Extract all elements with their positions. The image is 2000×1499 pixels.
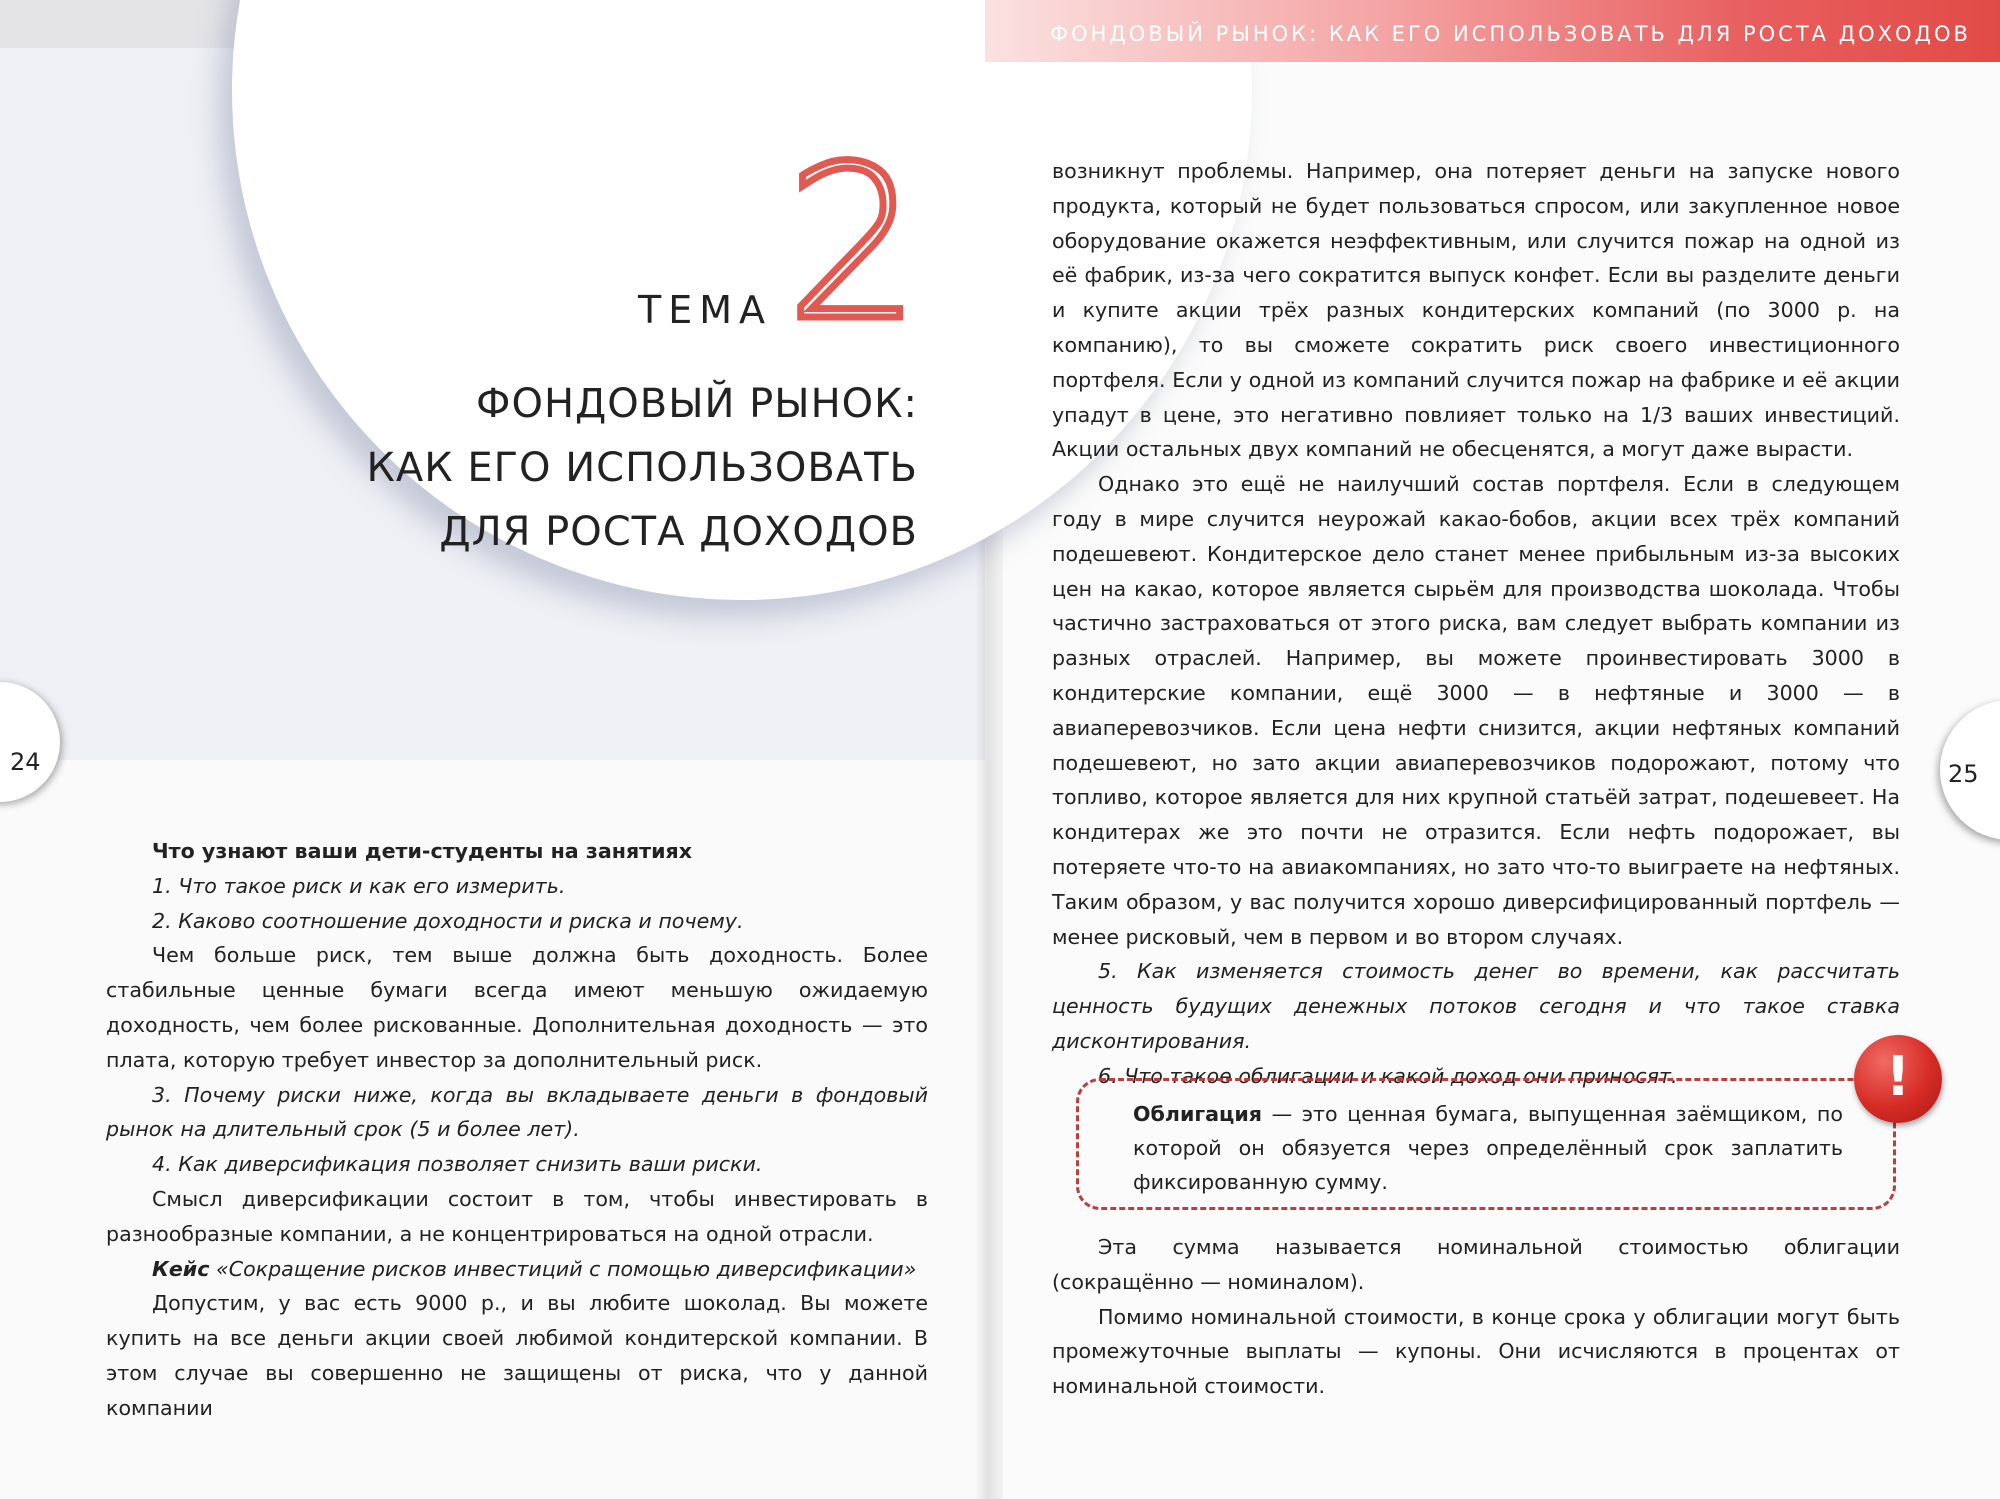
chapter-title <box>300 372 918 564</box>
paragraph: Чем больше риск, тем выше должна быть доходность. Более стабильные ценные бумаги всегда имеют меньшую ожидаемую доходность, чем более рискованные. Дополнительная доходность — это плата, которую требует инвестор за дополнительный риск. <box>106 943 928 1072</box>
list-item-3 <box>106 1078 928 1148</box>
definition-box <box>1076 1078 1896 1210</box>
case-label: Кейс <box>152 1256 210 1281</box>
paragraph: Помимо номинальной стоимости, в конце срока у облигации могут быть промежуточные выплаты — купоны. Они исчисляются в процентах от номинальной стоимости. <box>1052 1304 1900 1399</box>
paragraph: Однако это ещё не наилучший состав портфеля. Если в следующем году в мире случится неурожай какао-бобов, акции всех трёх компаний подешевеют. Кондитерское дело станет менее прибыльным из-за высоких цен на какао, которое является сырьём для производства шоколада. Чтобы частично застраховаться от этого риска, вам следует выбрать компании из разных отраслей. Например, вы можете проинвестировать 3000 в кондитерские компании, ещё 3000 — в нефтяные и 3000 — в авиаперевозчиков. Если цена нефти снизится, акции нефтяных компаний подешевеют, но зато акции авиаперевозчиков подорожают, потому что топливо, которое является для них крупной статьёй затрат, подешевеет. На кондитерах же это почти не отразится. Если нефть подорожает, вы потеряете что-то на авиакомпаниях, но зато что-то выиграете на нефтяных. Таким образом, у вас получится хорошо диверсифицированный портфель — менее рисковый, чем в первом и во втором случаях. <box>1052 472 1900 949</box>
section-heading: Что узнают ваши дети-студенты на занятиях <box>152 839 693 863</box>
list-item-1-text: 1. Что такое риск и как его измерить. <box>152 873 566 898</box>
exclamation-icon <box>1854 1035 1942 1123</box>
chapter-title-line: КАК ЕГО ИСПОЛЬЗОВАТЬ <box>366 445 918 491</box>
list-item-5-text: 5. Как изменяется стоимость денег во времени, как рассчитать ценность будущих денежных потоков сегодня и что такое ставка дисконтирования. <box>1052 959 1900 1053</box>
chapter-title-line: ФОНДОВЫЙ РЫНОК: <box>476 381 918 427</box>
list-item-4 <box>106 1147 928 1182</box>
list-item-4-text: 4. Как диверсификация позволяет снизить ваши риски. <box>152 1152 763 1177</box>
definition-term: Облигация <box>1133 1102 1262 1126</box>
right-column-continued <box>1052 1230 1900 1404</box>
exclamation-glyph: ! <box>1885 1045 1911 1108</box>
case-heading <box>106 1252 928 1287</box>
list-item-3-text: 3. Почему риски ниже, когда вы вкладываете деньги в фондовый рынок на длительный срок (5 и более лет). <box>106 1082 928 1142</box>
chapter-label: ТЕМА <box>638 288 773 332</box>
page-number-right: 25 <box>1948 760 1979 788</box>
running-header-title: ФОНДОВЫЙ РЫНОК: КАК ЕГО ИСПОЛЬЗОВАТЬ ДЛЯ РОСТА ДОХОДОВ <box>1050 22 1971 46</box>
chapter-title-line: ДЛЯ РОСТА ДОХОДОВ <box>439 509 918 555</box>
paragraph: возникнут проблемы. Например, она потеряет деньги на запуске нового продукта, который не будет пользоваться спросом, или закупленное новое оборудование окажется неэффективным, или случится пожар на одной из её фабрик, из-за чего сократится выпуск конфет. Если вы разделите деньги и купите акции трёх разных кондитерских компаний (по 3000 р. на компанию), то вы сможете сократить риск своего инвестиционного портфеля. Если у одной из компаний случится пожар на фабрике и её акции упадут в цене, это негативно повлияет только на 1/3 ваших инвестиций. Акции остальных двух компаний не обесценятся, а могут даже вырасти. <box>1052 159 1900 462</box>
list-item-2-text: 2. Каково соотношение доходности и риска и почему. <box>152 908 744 933</box>
page-number-left: 24 <box>10 748 41 776</box>
list-item-6-text: 6. Что такое облигации и какой доход они приносят. <box>1098 1063 1678 1088</box>
list-item-1 <box>106 869 928 904</box>
paragraph: Смысл диверсификации состоит в том, чтобы инвестировать в разнообразные компании, а не концентрироваться на одной отрасли. <box>106 1186 928 1246</box>
list-item-5 <box>1052 954 1900 1058</box>
list-item-2 <box>106 904 928 939</box>
case-title: «Сокращение рисков инвестиций с помощью диверсификации» <box>215 1256 917 1281</box>
paragraph: Допустим, у вас есть 9000 р., и вы любите шоколад. Вы можете купить на все деньги акции своей любимой кондитерской компании. В этом случае вы совершенно не защищены от риска, что у данной компании <box>106 1291 928 1420</box>
left-column <box>106 834 928 1426</box>
chapter-number: 2 <box>786 120 921 367</box>
paragraph: Эта сумма называется номинальной стоимостью облигации (сокращённо — номиналом). <box>1052 1235 1900 1294</box>
definition-text: — это ценная бумага, выпущенная заёмщиком, по которой он обязуется через определённый срок заплатить фиксированную сумму. <box>1133 1102 1843 1194</box>
right-column <box>1052 154 1900 1094</box>
